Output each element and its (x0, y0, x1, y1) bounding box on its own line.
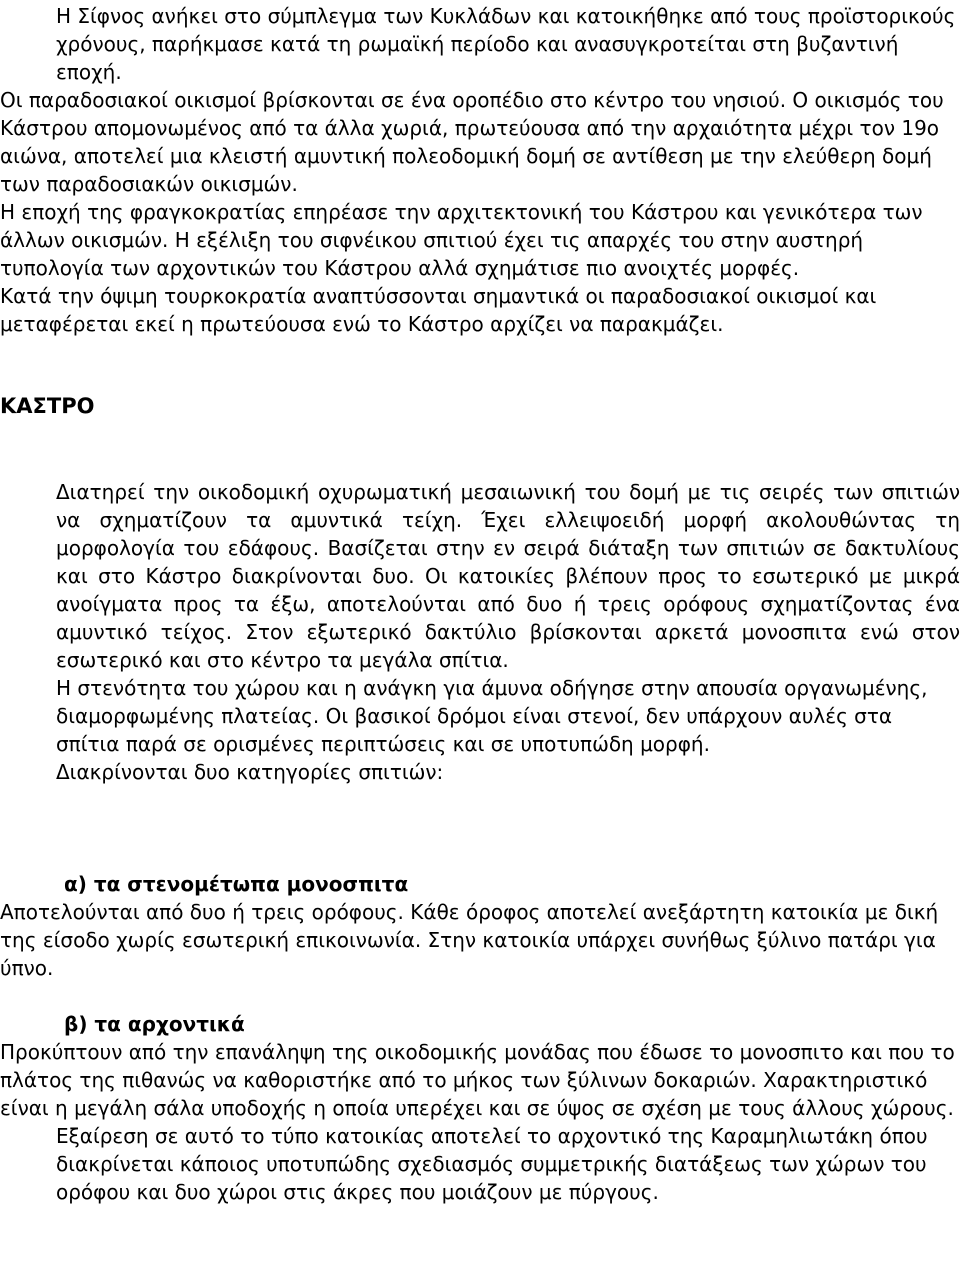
kastro-paragraph-3: Διακρίνονται δυο κατηγορίες σπιτιών: (56, 760, 444, 784)
kastro-paragraph-1: Διατηρεί την οικοδομική οχυρωματική μεσαιωνική του δομή με τις σειρές των σπιτιών να σχηματίζουν τα αμυντικά τείχη. Έχει ελλειψοειδή μορφή ακολουθώντας τη μορφολογία του εδάφους. Βασίζεται στην εν σειρά διάταξη των σπιτιών σε δακτυλίους και στο Κάστρο διακρίνονται δυο. Οι κατοικίες βλέπουν προς το εσωτερικό με μικρά ανοίγματα προς τα έξω, αποτελούνται από δυο ή τρεις ορόφους σχηματίζοντας ένα αμυντικό τείχος. Στον εξωτερικό δακτύλιο βρίσκονται αρκετά μονοσπιτα ενώ στον εσωτερικό και στο κέντρο τα μεγάλα σπίτια. (56, 480, 960, 672)
intro-paragraph-4: Κατά την όψιμη τουρκοκρατία αναπτύσσονται σημαντικά οι παραδοσιακοί οικισμοί και μεταφέρεται εκεί η πρωτεύουσα ενώ το Κάστρο αρχίζει να παρακμάζει. (0, 284, 877, 336)
intro-paragraph-1: Η Σίφνος ανήκει στο σύμπλεγμα των Κυκλάδων και κατοικήθηκε από τους προϊστορικούς χρόνους, παρήκμασε κατά τη ρωμαϊκή περίοδο και ανασυγκροτείται στη βυζαντινή εποχή. (56, 4, 956, 84)
kastro-heading: ΚΑΣΤΡΟ (0, 394, 95, 418)
type-a-section (0, 898, 960, 982)
kastro-paragraph-2: Η στενότητα του χώρου και η ανάγκη για άμυνα οδήγησε στην απουσία οργανωμένης, διαμορφωμένης πλατείας. Οι βασικοί δρόμοι είναι στενοί, δεν υπάρχουν αυλές στα σπίτια παρά σε ορισμένες περιπτώσεις και σε υποτυπώδη μορφή. (56, 676, 928, 756)
type-b-paragraph-1: Προκύπτουν από την επανάληψη της οικοδομικής μονάδας που έδωσε το μονοσπιτο και που το πλάτος της πιθανώς να καθοριστήκε από το μήκος των ξύλινων δοκαριών. Χαρακτηριστικό είναι η μεγάλη σάλα υποδοχής η οποία υπερέχει και σε ύψος σε σχέση με τους άλλους χώρους. (0, 1040, 955, 1120)
intro-paragraph-2: Οι παραδοσιακοί οικισμοί βρίσκονται σε ένα οροπέδιο στο κέντρο του νησιού. Ο οικισμός του Κάστρου απομονωμένος από τα άλλα χωριά, πρωτεύουσα από την αρχαιότητα μέχρι τον 19ο αιώνα, αποτελεί μια κλειστή αμυντική πολεοδομική δομή σε αντίθεση με την ελεύθερη δομή των παραδοσιακών οικισμών. (0, 88, 944, 196)
type-a-paragraph: Αποτελούνται από δυο ή τρεις ορόφους. Κάθε όροφος αποτελεί ανεξάρτητη κατοικία με δική της είσοδο χωρίς εσωτερική επικοινωνία. Στην κατοικία υπάρχει συνήθως ξύλινο πατάρι για ύπνο. (0, 900, 939, 980)
type-b-heading: β) τα αρχοντικά (64, 1012, 245, 1036)
intro-section (0, 2, 960, 338)
type-a-heading: α) τα στενομέτωπα μονοσπιτα (64, 872, 409, 896)
kastro-section (0, 478, 960, 786)
type-b-paragraph-2: Εξαίρεση σε αυτό το τύπο κατοικίας αποτελεί το αρχοντικό της Καραμηλιωτάκη όπου διακρίνεται κάποιος υποτυπώδης σχεδιασμός συμμετρικής διατάξεως των χώρων του ορόφου και δυο χώροι στις άκρες που μοιάζουν με πύργους. (56, 1124, 928, 1204)
intro-paragraph-3: Η εποχή της φραγκοκρατίας επηρέασε την αρχιτεκτονική του Κάστρου και γενικότερα των άλλων οικισμών. Η εξέλιξη του σιφνέικου σπιτιού έχει τις απαρχές του στην αυστηρή τυπολογία των αρχοντικών του Κάστρου αλλά σχημάτισε πιο ανοιχτές μορφές. (0, 200, 923, 280)
type-b-section (0, 1038, 960, 1206)
